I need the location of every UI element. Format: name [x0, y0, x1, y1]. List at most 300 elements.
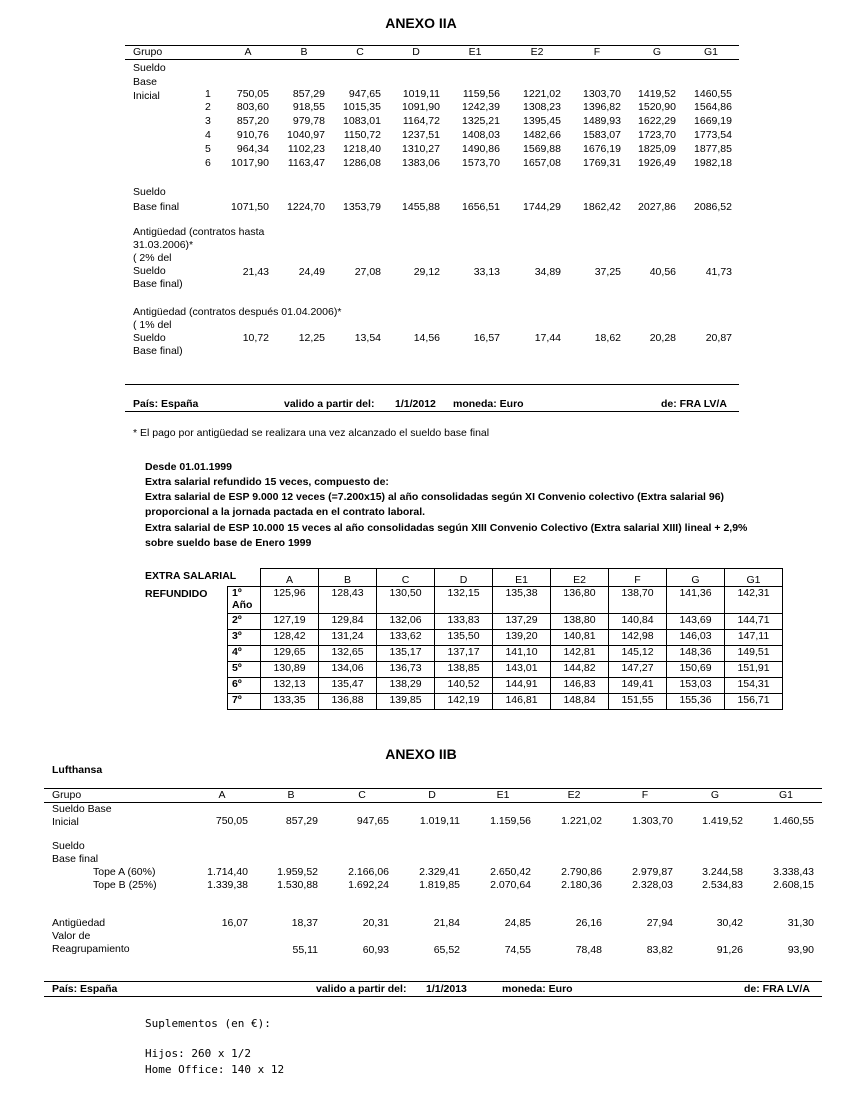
- footer-moneda: moneda: Euro: [502, 983, 573, 995]
- column-header: C: [356, 46, 364, 58]
- value-cell: 142,19: [435, 694, 493, 710]
- value-cell: 130,50: [377, 587, 435, 614]
- value-cell: 140,52: [435, 678, 493, 694]
- value-cell: 3.338,43: [773, 866, 814, 878]
- value-cell: 144,71: [725, 614, 783, 630]
- divider: [44, 981, 822, 982]
- value-cell: 947,65: [348, 88, 381, 100]
- value-cell: 146,83: [551, 678, 609, 694]
- label-line: Sueldo Base: [52, 803, 112, 815]
- value-cell: 146,03: [667, 630, 725, 646]
- value-cell: 1482,66: [523, 129, 561, 141]
- value-cell: 2.070,64: [490, 879, 531, 891]
- value-cell: 140,81: [551, 630, 609, 646]
- value-cell: 1017,90: [231, 157, 269, 169]
- annex-iia-title: ANEXO IIA: [385, 15, 457, 31]
- value-cell: 154,31: [725, 678, 783, 694]
- value-cell: 1520,90: [638, 101, 676, 113]
- extra-salarial-table: [227, 568, 783, 710]
- value-cell: 1237,51: [402, 129, 440, 141]
- column-header: G: [710, 789, 720, 801]
- tope-b-label: Tope B (25%): [93, 879, 157, 891]
- column-header: C: [358, 789, 366, 801]
- value-cell: 1490,86: [462, 143, 500, 155]
- value-cell: 1489,93: [583, 115, 621, 127]
- label-line: 31.03.2006)*: [133, 239, 194, 251]
- value-cell: 143,69: [667, 614, 725, 630]
- grupo-label: Grupo: [133, 46, 163, 58]
- value-cell: 1308,23: [523, 101, 561, 113]
- value-cell: 138,29: [377, 678, 435, 694]
- value-cell: 21,43: [242, 266, 269, 278]
- antiguedad-note: * El pago por antigüedad se realizara una vez alcanzado el sueldo base final: [133, 427, 490, 439]
- value-cell: 135,47: [319, 678, 377, 694]
- value-cell: 55,11: [292, 944, 318, 956]
- value-cell: 1224,70: [287, 201, 325, 213]
- column-header: E2: [567, 789, 581, 801]
- value-cell: 857,29: [292, 88, 325, 100]
- value-cell: 1286,08: [343, 157, 381, 169]
- label-line: ( 2% del: [133, 252, 172, 264]
- value-cell: 1159,56: [462, 88, 500, 100]
- value-cell: 14,56: [413, 332, 440, 344]
- extra-line: Extra salarial de ESP 10.000 15 veces al año consolidadas según XIII Convenio Colectivo (Extra salarial XIII) lineal + 2,9%: [145, 522, 748, 534]
- table-row: [228, 614, 783, 630]
- table-row: [228, 587, 783, 614]
- value-cell: 139,85: [377, 694, 435, 710]
- value-cell: 134,06: [319, 662, 377, 678]
- label-line: Base: [133, 76, 157, 88]
- value-cell: 1242,39: [462, 101, 500, 113]
- label-line: Inicial: [133, 90, 160, 102]
- column-header: E2: [530, 46, 544, 58]
- value-cell: 1564,86: [694, 101, 732, 113]
- value-cell: 136,80: [551, 587, 609, 614]
- level-number: 4: [205, 129, 211, 141]
- value-cell: 135,50: [435, 630, 493, 646]
- footer-fecha: 1/1/2012: [395, 398, 436, 410]
- label-line: Sueldo: [133, 186, 166, 198]
- value-cell: 1164,72: [402, 115, 440, 127]
- level-number: 1: [205, 88, 211, 100]
- value-cell: 148,84: [551, 694, 609, 710]
- value-cell: 16,07: [221, 917, 248, 929]
- value-cell: 140,84: [609, 614, 667, 630]
- value-cell: 1.303,70: [632, 815, 673, 827]
- value-cell: 29,12: [413, 266, 440, 278]
- value-cell: 1676,19: [583, 143, 621, 155]
- value-cell: 750,05: [215, 815, 248, 827]
- value-cell: 1019,11: [402, 88, 440, 100]
- table-row: [228, 694, 783, 710]
- value-cell: 1573,70: [462, 157, 500, 169]
- sueldo-base-inicial-label: [133, 61, 166, 103]
- label-line: Reagrupamiento: [52, 943, 130, 955]
- year-label: 6º: [228, 678, 261, 694]
- footer-valido: valido a partir del:: [316, 983, 407, 995]
- column-header: F: [593, 46, 601, 58]
- value-cell: 2.608,15: [773, 879, 814, 891]
- value-cell: 1982,18: [694, 157, 732, 169]
- value-cell: 33,13: [473, 266, 500, 278]
- label-line: Inicial: [52, 816, 79, 828]
- column-header: G1: [725, 569, 783, 587]
- column-header: A: [261, 569, 319, 587]
- value-cell: 1.019,11: [419, 815, 460, 827]
- value-cell: 1.692,24: [348, 879, 389, 891]
- value-cell: 147,27: [609, 662, 667, 678]
- value-cell: 1.530,88: [277, 879, 318, 891]
- column-header: F: [609, 569, 667, 587]
- value-cell: 132,13: [261, 678, 319, 694]
- label-line: Base final: [133, 201, 180, 213]
- value-cell: 1310,27: [402, 143, 440, 155]
- year-label: 5º: [228, 662, 261, 678]
- column-header: B: [300, 46, 308, 58]
- value-cell: 138,85: [435, 662, 493, 678]
- value-cell: 2.180,36: [561, 879, 602, 891]
- divider: [125, 59, 739, 60]
- value-cell: 147,11: [725, 630, 783, 646]
- value-cell: 151,91: [725, 662, 783, 678]
- value-cell: 17,44: [534, 332, 561, 344]
- label-line: Base final): [133, 345, 183, 357]
- label-line: Valor de: [52, 930, 91, 942]
- footer-fecha: 1/1/2013: [426, 983, 467, 995]
- value-cell: 918,55: [292, 101, 325, 113]
- value-cell: 1.959,52: [277, 866, 318, 878]
- suplementos-title: Suplementos (en €):: [145, 1017, 271, 1030]
- value-cell: 16,57: [473, 332, 500, 344]
- table-row: [228, 662, 783, 678]
- valor-reagrupamiento-label: [52, 930, 130, 956]
- value-cell: 1353,79: [343, 201, 381, 213]
- value-cell: 129,65: [261, 646, 319, 662]
- value-cell: 131,24: [319, 630, 377, 646]
- extra-line: Extra salarial de ESP 9.000 12 veces (=7.200x15) al año consolidadas según XI Convenio colectivo (Extra salarial 96): [145, 491, 725, 503]
- value-cell: 20,28: [649, 332, 676, 344]
- value-cell: 132,65: [319, 646, 377, 662]
- column-header: E1: [496, 789, 510, 801]
- suplemento-home-office: Home Office: 140 x 12: [145, 1063, 285, 1076]
- year-label: 7º: [228, 694, 261, 710]
- value-cell: 24,49: [298, 266, 325, 278]
- column-header: G: [667, 569, 725, 587]
- value-cell: 2.650,42: [490, 866, 531, 878]
- extra-line: sobre sueldo base de Enero 1999: [145, 537, 312, 549]
- value-cell: 128,42: [261, 630, 319, 646]
- label-line: Base final): [133, 278, 183, 290]
- value-cell: 1150,72: [343, 129, 381, 141]
- value-cell: 1656,51: [462, 201, 500, 213]
- value-cell: 139,20: [493, 630, 551, 646]
- value-cell: 142,98: [609, 630, 667, 646]
- value-cell: 1583,07: [583, 129, 621, 141]
- value-cell: 1221,02: [523, 88, 561, 100]
- level-number: 5: [205, 143, 211, 155]
- value-cell: 142,81: [551, 646, 609, 662]
- label-line: Sueldo: [133, 265, 166, 277]
- value-cell: 803,60: [236, 101, 269, 113]
- value-cell: 857,20: [236, 115, 269, 127]
- value-cell: 1.339,38: [207, 879, 248, 891]
- value-cell: 138,70: [609, 587, 667, 614]
- column-header: E1: [493, 569, 551, 587]
- value-cell: 1769,31: [583, 157, 621, 169]
- label-line: Sueldo: [133, 332, 166, 344]
- value-cell: 2.979,87: [632, 866, 673, 878]
- grupo-label: Grupo: [52, 789, 82, 801]
- column-header: G: [652, 46, 662, 58]
- column-header: B: [287, 789, 295, 801]
- value-cell: 78,48: [575, 944, 602, 956]
- value-cell: 20,87: [705, 332, 732, 344]
- column-header: C: [377, 569, 435, 587]
- value-cell: 83,82: [646, 944, 673, 956]
- column-header: E2: [551, 569, 609, 587]
- label-line: Antigüedad (contratos después 01.04.2006)*: [133, 306, 342, 318]
- value-cell: 24,85: [504, 917, 531, 929]
- value-cell: 137,17: [435, 646, 493, 662]
- table-row: [228, 630, 783, 646]
- value-cell: 60,93: [362, 944, 389, 956]
- label-line: Base final: [52, 853, 99, 865]
- value-cell: 37,25: [594, 266, 621, 278]
- value-cell: 146,81: [493, 694, 551, 710]
- column-header: D: [412, 46, 420, 58]
- sueldo-base-final-label: [133, 185, 179, 215]
- value-cell: 21,84: [433, 917, 460, 929]
- value-cell: 20,31: [362, 917, 389, 929]
- value-cell: 2086,52: [694, 201, 732, 213]
- value-cell: 2.166,06: [348, 866, 389, 878]
- value-cell: 137,29: [493, 614, 551, 630]
- column-header: A: [244, 46, 252, 58]
- value-cell: 132,15: [435, 587, 493, 614]
- label-line: Sueldo: [133, 62, 166, 74]
- value-cell: 1102,23: [287, 143, 325, 155]
- value-cell: 31,30: [787, 917, 814, 929]
- year-label: 3º: [228, 630, 261, 646]
- divider: [125, 384, 739, 385]
- value-cell: 149,51: [725, 646, 783, 662]
- level-number: 6: [205, 157, 211, 169]
- column-header: D: [435, 569, 493, 587]
- value-cell: 133,62: [377, 630, 435, 646]
- value-cell: 2.534,83: [702, 879, 743, 891]
- value-cell: 133,35: [261, 694, 319, 710]
- value-cell: 1163,47: [287, 157, 325, 169]
- extra-table-label-2: REFUNDIDO: [145, 588, 208, 600]
- year-label: 4º: [228, 646, 261, 662]
- value-cell: 857,29: [285, 815, 318, 827]
- value-cell: 1622,29: [638, 115, 676, 127]
- value-cell: 150,69: [667, 662, 725, 678]
- divider: [125, 411, 739, 412]
- value-cell: 149,41: [609, 678, 667, 694]
- value-cell: 18,62: [594, 332, 621, 344]
- sueldo-base-inicial-label: [52, 803, 112, 829]
- desde-date: Desde 01.01.1999: [145, 461, 232, 473]
- value-cell: 155,36: [667, 694, 725, 710]
- column-header: D: [428, 789, 436, 801]
- value-cell: 1723,70: [638, 129, 676, 141]
- column-header: G1: [703, 46, 718, 58]
- company-name: Lufthansa: [52, 764, 103, 776]
- column-header: B: [319, 569, 377, 587]
- value-cell: 1325,21: [462, 115, 500, 127]
- value-cell: 910,76: [236, 129, 269, 141]
- value-cell: 13,54: [354, 332, 381, 344]
- label-line: Antigüedad (contratos hasta: [133, 226, 265, 238]
- corner-cell: [228, 569, 261, 587]
- year-label: 1º Año: [228, 587, 261, 614]
- footer-moneda: moneda: Euro: [453, 398, 524, 410]
- antiguedad-label: Antigüedad: [52, 917, 106, 929]
- value-cell: 12,25: [298, 332, 325, 344]
- extra-table-label-1: EXTRA SALARIAL: [145, 570, 237, 582]
- value-cell: 144,82: [551, 662, 609, 678]
- value-cell: 964,34: [236, 143, 269, 155]
- value-cell: 18,37: [291, 917, 318, 929]
- value-cell: 1926,49: [638, 157, 676, 169]
- footer-de: de: FRA LV/A: [661, 398, 727, 410]
- value-cell: 40,56: [649, 266, 676, 278]
- value-cell: 1569,88: [523, 143, 561, 155]
- value-cell: 41,73: [705, 266, 732, 278]
- value-cell: 130,89: [261, 662, 319, 678]
- level-number: 2: [205, 101, 211, 113]
- value-cell: 1744,29: [523, 201, 561, 213]
- value-cell: 1071,50: [231, 201, 269, 213]
- column-header: A: [218, 789, 226, 801]
- antiguedad-1-label: [133, 226, 264, 291]
- value-cell: 1669,19: [694, 115, 732, 127]
- value-cell: 1.159,56: [490, 815, 531, 827]
- value-cell: 750,05: [236, 88, 269, 100]
- value-cell: 141,36: [667, 587, 725, 614]
- value-cell: 1.714,40: [207, 866, 248, 878]
- value-cell: 1825,09: [638, 143, 676, 155]
- value-cell: 1395,45: [523, 115, 561, 127]
- value-cell: 148,36: [667, 646, 725, 662]
- value-cell: 127,19: [261, 614, 319, 630]
- value-cell: 1383,06: [402, 157, 440, 169]
- value-cell: 136,73: [377, 662, 435, 678]
- value-cell: 141,10: [493, 646, 551, 662]
- year-label: 2º: [228, 614, 261, 630]
- value-cell: 30,42: [716, 917, 743, 929]
- value-cell: 125,96: [261, 587, 319, 614]
- column-header: F: [641, 789, 649, 801]
- value-cell: 1.419,52: [702, 815, 743, 827]
- value-cell: 136,88: [319, 694, 377, 710]
- value-cell: 91,26: [716, 944, 743, 956]
- sueldo-base-final-label: [52, 840, 98, 866]
- tope-a-label: Tope A (60%): [93, 866, 156, 878]
- value-cell: 145,12: [609, 646, 667, 662]
- value-cell: 129,84: [319, 614, 377, 630]
- value-cell: 138,80: [551, 614, 609, 630]
- value-cell: 156,71: [725, 694, 783, 710]
- value-cell: 65,52: [433, 944, 460, 956]
- value-cell: 1877,85: [694, 143, 732, 155]
- value-cell: 1460,55: [694, 88, 732, 100]
- value-cell: 1.460,55: [773, 815, 814, 827]
- value-cell: 34,89: [534, 266, 561, 278]
- footer-de: de: FRA LV/A: [744, 983, 810, 995]
- value-cell: 2.329,41: [419, 866, 460, 878]
- value-cell: 132,06: [377, 614, 435, 630]
- value-cell: 1.221,02: [561, 815, 602, 827]
- value-cell: 1083,01: [343, 115, 381, 127]
- footer-pais: País: España: [52, 983, 118, 995]
- value-cell: 26,16: [575, 917, 602, 929]
- value-cell: 143,01: [493, 662, 551, 678]
- value-cell: 1455,88: [402, 201, 440, 213]
- table-row: [228, 646, 783, 662]
- value-cell: 27,94: [646, 917, 673, 929]
- value-cell: 1.819,85: [419, 879, 460, 891]
- extra-line: proporcional a la jornada pactada en el contrato laboral.: [145, 506, 426, 518]
- value-cell: 133,83: [435, 614, 493, 630]
- table-header-row: [228, 569, 783, 587]
- extra-line: Extra salarial refundido 15 veces, compuesto de:: [145, 476, 389, 488]
- value-cell: 135,38: [493, 587, 551, 614]
- value-cell: 128,43: [319, 587, 377, 614]
- extra-salarial-description: [145, 460, 747, 551]
- label-line: Sueldo: [52, 840, 85, 852]
- value-cell: 151,55: [609, 694, 667, 710]
- divider: [44, 996, 822, 997]
- value-cell: 1862,42: [583, 201, 621, 213]
- value-cell: 947,65: [356, 815, 389, 827]
- value-cell: 1218,40: [343, 143, 381, 155]
- value-cell: 2.790,86: [561, 866, 602, 878]
- value-cell: 3.244,58: [702, 866, 743, 878]
- value-cell: 979,78: [292, 115, 325, 127]
- value-cell: 142,31: [725, 587, 783, 614]
- column-header: E1: [468, 46, 482, 58]
- value-cell: 1015,35: [343, 101, 381, 113]
- value-cell: 10,72: [242, 332, 269, 344]
- value-cell: 1773,54: [694, 129, 732, 141]
- footer-pais: País: España: [133, 398, 199, 410]
- footer-valido: valido a partir del:: [284, 398, 375, 410]
- value-cell: 93,90: [787, 944, 814, 956]
- annex-iib-title: ANEXO IIB: [385, 746, 457, 762]
- suplemento-hijos: Hijos: 260 x 1/2: [145, 1047, 251, 1060]
- value-cell: 1419,52: [638, 88, 676, 100]
- label-line: ( 1% del: [133, 319, 172, 331]
- divider: [44, 802, 822, 803]
- value-cell: 1091,90: [402, 101, 440, 113]
- value-cell: 1396,82: [583, 101, 621, 113]
- value-cell: 1408,03: [462, 129, 500, 141]
- value-cell: 2.328,03: [632, 879, 673, 891]
- value-cell: 2027,86: [638, 201, 676, 213]
- value-cell: 153,03: [667, 678, 725, 694]
- table-row: [228, 678, 783, 694]
- value-cell: 1040,97: [287, 129, 325, 141]
- value-cell: 27,08: [354, 266, 381, 278]
- level-number: 3: [205, 115, 211, 127]
- column-header: G1: [778, 789, 793, 801]
- value-cell: 1303,70: [583, 88, 621, 100]
- value-cell: 135,17: [377, 646, 435, 662]
- value-cell: 144,91: [493, 678, 551, 694]
- value-cell: 1657,08: [523, 157, 561, 169]
